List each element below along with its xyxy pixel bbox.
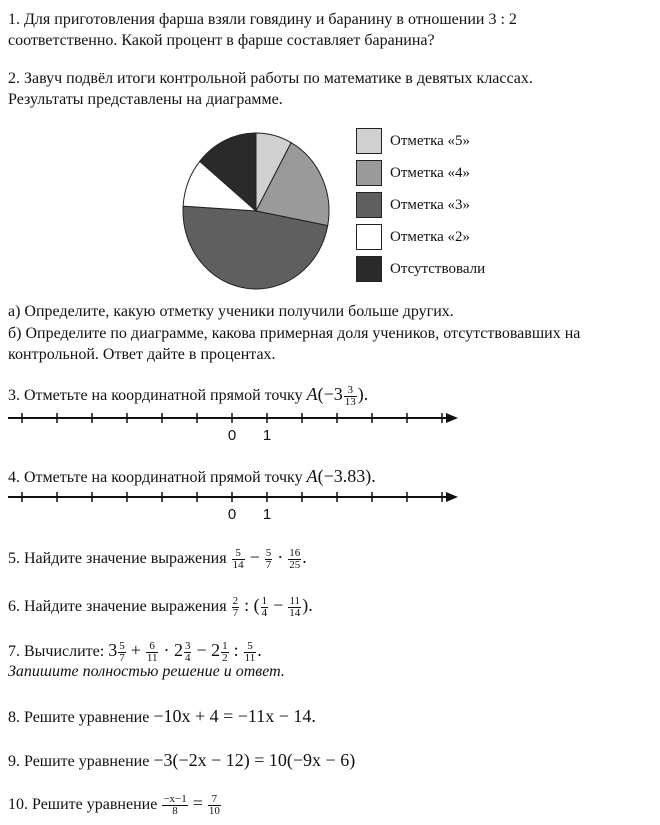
arrow-right-icon: [446, 492, 458, 502]
tick-label-0: 0: [227, 427, 237, 444]
legend-swatch-grade-5: [356, 128, 382, 154]
problem-4-text: [8, 466, 376, 488]
equation-8: −10x + 4 = −11x − 14.: [153, 706, 316, 726]
legend-label-grade-5: Отметка «5»: [390, 133, 471, 149]
point-label: A: [306, 466, 318, 486]
problem-2-line-2: Результаты представлены на диаграмме.: [8, 91, 283, 108]
problem-10: 10. Решите уравнение $\frac{-x-1}{8}$ = $\frac{7}{10}$: [8, 792, 220, 817]
problem-6: 6. Найдите значение выражения $\frac{2}{7}$ : ( $\frac{1}{4}$ − $\frac{11}{14}$ ).: [8, 594, 313, 619]
tick-label-1: 1: [262, 427, 272, 444]
legend-label-absent: Отсутствовали: [390, 261, 486, 277]
problem-7-label: 7. Вычислите:: [8, 643, 105, 660]
legend-label-grade-2: Отметка «2»: [390, 229, 471, 245]
problem-8-label: 8. Решите уравнение: [8, 709, 150, 726]
legend-label-grade-4: Отметка «4»: [390, 165, 471, 181]
number-line-4[interactable]: [0, 487, 470, 523]
number-line-3[interactable]: [0, 408, 470, 444]
legend-swatch-absent: [356, 256, 382, 282]
problem-3-text: [8, 384, 368, 408]
equation-9: −3(−2x − 12) = 10(−9x − 6): [153, 750, 356, 770]
point-coord: (−3.83).: [317, 466, 376, 486]
point-coord-close: ).: [357, 384, 369, 404]
problem-1-line-1: 1. Для приготовления фарша взяли говядину и баранину в отношении 3 : 2: [8, 11, 517, 28]
pie-chart: [176, 126, 336, 296]
problem-8: [8, 706, 316, 728]
problem-2-question-b-line-1: б) Определите по диаграмме, какова примерная доля учеников, отсутствовавших на: [8, 325, 581, 342]
problem-9-label: 9. Решите уравнение: [8, 753, 150, 770]
problem-2-line-1: 2. Завуч подвёл итоги контрольной работы по математике в девятых классах.: [8, 70, 533, 87]
legend-label-grade-3: Отметка «3»: [390, 197, 471, 213]
problem-4-label: 4. Отметьте на координатной прямой точку: [8, 469, 303, 486]
problem-6-label: 6. Найдите значение выражения: [8, 598, 227, 615]
problem-10-label: 10. Решите уравнение: [8, 796, 158, 813]
point-label: A: [306, 384, 318, 404]
problem-5-label: 5. Найдите значение выражения: [8, 550, 227, 567]
problem-7: 7. Вычислите: 3 $\frac{5}{7}$ + $\frac{6}{11}$ · 2 $\frac{3}{4}$ − 2 $\frac{1}{2}$ : $\frac{5}{11}$ .: [8, 639, 262, 664]
legend-swatch-grade-4: [356, 160, 382, 186]
problem-3-label: 3. Отметьте на координатной прямой точку: [8, 387, 303, 404]
tick-label-1: 1: [262, 506, 272, 523]
legend-swatch-grade-2: [356, 224, 382, 250]
problem-9: [8, 750, 355, 772]
tick-label-0: 0: [227, 506, 237, 523]
legend-swatch-grade-3: [356, 192, 382, 218]
problem-1-line-2: соответственно. Какой процент в фарше составляет баранина?: [8, 32, 435, 49]
problem-5: 5. Найдите значение выражения $\frac{5}{14}$ − $\frac{5}{7}$ · $\frac{16}{25}$ .: [8, 546, 307, 571]
problem-7-note: Запишите полностью решение и ответ.: [8, 663, 285, 680]
problem-2-question-b-line-2: контрольной. Ответ дайте в процентах.: [8, 346, 276, 363]
problem-2-question-a: а) Определите, какую отметку ученики получили больше других.: [8, 303, 454, 320]
arrow-right-icon: [446, 413, 458, 423]
point-coord-open: (−3: [317, 384, 343, 404]
fraction-3-13: $\frac{3}{13}$: [344, 383, 356, 408]
